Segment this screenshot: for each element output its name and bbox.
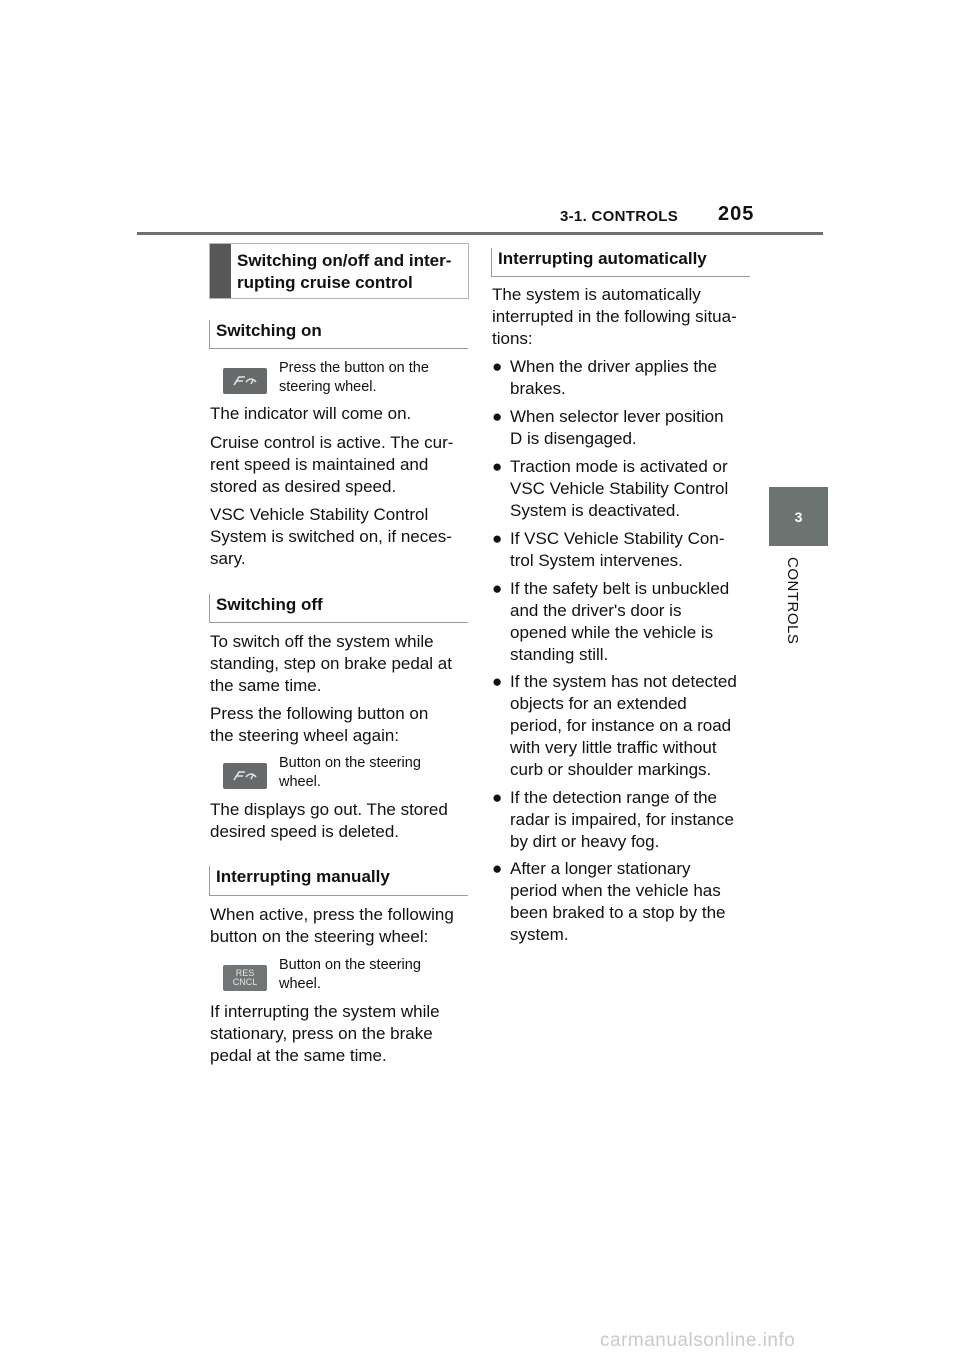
bullet-icon: ● xyxy=(492,788,503,807)
header-divider xyxy=(137,232,823,235)
interrupting-manually-paragraph: When active, press the following button on the steering wheel: xyxy=(210,905,454,946)
interrupting-automatically-heading-box xyxy=(491,248,750,277)
list-item-text: After a longer stationary period when the vehicle has been braked to a stop by the system. xyxy=(510,859,726,944)
cruise-control-icon xyxy=(230,768,260,784)
list-item-text: If the detection range of the radar is impaired, for instance by dirt or heavy fog. xyxy=(510,788,734,851)
res-label: RES xyxy=(235,968,255,978)
interrupting-manually-heading-box xyxy=(209,866,468,896)
interrupting-automatically-intro: The system is automatically interrupted in the following situa- tions: xyxy=(492,285,737,348)
list-item-text: When the driver applies the brakes. xyxy=(510,357,717,398)
main-heading-box xyxy=(209,243,469,299)
section-title: 3-1. CONTROLS xyxy=(560,208,679,225)
list-item xyxy=(492,356,752,400)
list-item xyxy=(492,406,752,450)
bullet-icon: ● xyxy=(492,579,503,598)
page-number: 205 xyxy=(718,203,755,225)
bullet-icon: ● xyxy=(492,457,503,476)
switching-off-heading: Switching off xyxy=(216,595,323,614)
list-item xyxy=(492,671,752,781)
list-item xyxy=(492,456,752,522)
bullet-icon: ● xyxy=(492,529,503,548)
bullet-icon: ● xyxy=(492,859,503,878)
switching-on-heading: Switching on xyxy=(216,321,322,340)
switching-off-button-caption: Button on the steering wheel. xyxy=(279,755,421,790)
interrupting-manually-heading: Interrupting manually xyxy=(216,867,390,886)
switching-off-after-paragraph: The displays go out. The stored desired speed is deleted. xyxy=(210,800,448,841)
heading-bar xyxy=(210,244,231,298)
switching-on-button-caption: Press the button on the steering wheel. xyxy=(279,360,429,395)
cncl-label: CNCL xyxy=(232,977,258,987)
switching-off-paragraph-1: To switch off the system while standing, step on brake pedal at the same time. xyxy=(210,632,452,695)
main-heading: Switching on/off and inter- rupting cruise control xyxy=(237,251,452,292)
bullet-icon: ● xyxy=(492,407,503,426)
bullet-icon: ● xyxy=(492,672,503,691)
list-item xyxy=(492,858,752,946)
switching-on-paragraph-1: The indicator will come on. xyxy=(210,404,412,423)
list-item xyxy=(492,787,752,853)
switching-off-heading-box xyxy=(209,594,468,623)
interrupting-manually-after-paragraph: If interrupting the system while stationary, press on the brake pedal at the same time. xyxy=(210,1002,440,1065)
interrupting-manually-button-caption: Button on the steering wheel. xyxy=(279,957,421,992)
switching-on-paragraph-3: VSC Vehicle Stability Control System is switched on, if neces- sary. xyxy=(210,505,452,568)
list-item-text: If the safety belt is unbuckled and the driver's door is opened while the vehicle is standing still. xyxy=(510,579,730,664)
cruise-control-button xyxy=(223,368,267,394)
switching-on-heading-box xyxy=(209,320,468,349)
bullet-icon: ● xyxy=(492,357,503,376)
cruise-control-button-off xyxy=(223,763,267,789)
switching-on-paragraph-2: Cruise control is active. The cur- rent speed is maintained and stored as desired speed. xyxy=(210,433,454,496)
interrupting-automatically-heading: Interrupting automatically xyxy=(498,249,707,268)
cruise-control-icon xyxy=(230,373,260,389)
list-item-text: If VSC Vehicle Stability Con- trol System intervenes. xyxy=(510,529,725,570)
list-item-text: If the system has not detected objects for an extended period, for instance on a road with very little traffic without curb or shoulder markings. xyxy=(510,672,737,779)
list-item xyxy=(492,578,752,666)
res-cncl-button xyxy=(223,965,267,991)
list-item-text: When selector lever position D is disengaged. xyxy=(510,407,724,448)
list-item-text: Traction mode is activated or VSC Vehicle Stability Control System is deactivated. xyxy=(510,457,729,520)
chapter-label: CONTROLS xyxy=(784,557,801,645)
watermark: carmanualsonline.info xyxy=(600,1330,796,1351)
chapter-number: 3 xyxy=(794,508,803,525)
chapter-tab xyxy=(769,487,828,546)
switching-off-paragraph-2: Press the following button on the steering wheel again: xyxy=(210,704,429,745)
list-item xyxy=(492,528,752,572)
